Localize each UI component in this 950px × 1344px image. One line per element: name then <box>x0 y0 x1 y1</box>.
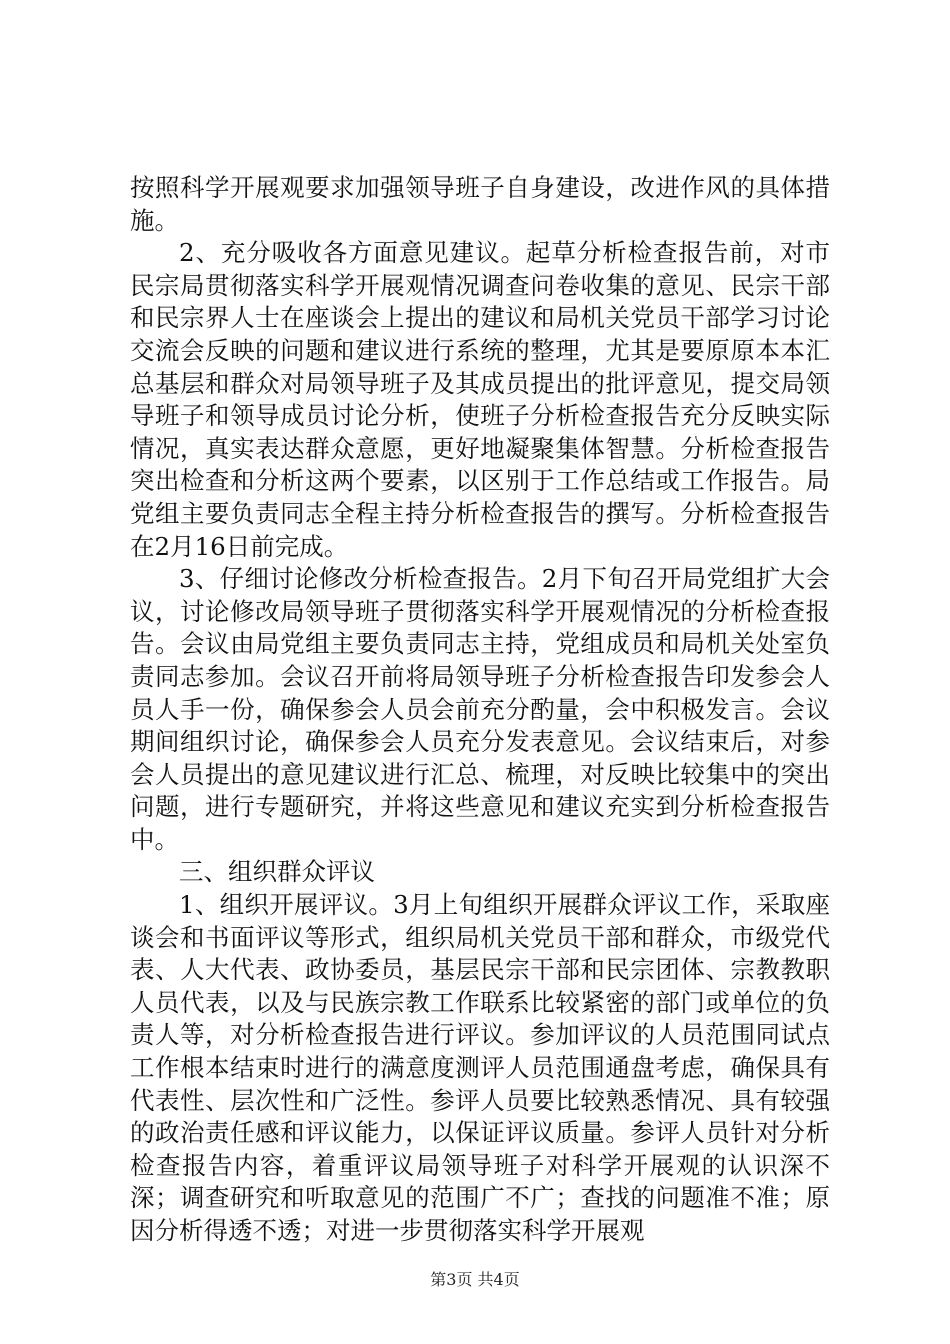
page-footer: 第3页 共4页 <box>430 1270 520 1289</box>
paragraph-absorb-opinions: 2、充分吸收各方面意见建议。起草分析检查报告前，对市民宗局贯彻落实科学开展观情况调查问卷收集的意见、民宗干部和民宗界人士在座谈会上提出的建议和局机关党员干部学习讨论交流会反映的问题和建议进行系统的整理，尤其是要原原本本汇总基层和群众对局领导班子及其成员提出的批评意见，提交局领导班子和领导成员讨论分析，使班子分析检查报告充分反映实际情况，真实表达群众意愿，更好地凝聚集体智慧。分析检查报告突出检查和分析这两个要素，以区别于工作总结或工作报告。局党组主要负责同志全程主持分析检查报告的撰写。分析检查报告在2月16日前完成。 <box>130 238 830 561</box>
paragraph-organize-review: 1、组织开展评议。3月上旬组织开展群众评议工作，采取座谈会和书面评议等形式，组织局机关党员干部和群众，市级党代表、人大代表、政协委员，基层民宗干部和民宗团体、宗教教职人员代表，以及与民族宗教工作联系比较紧密的部门或单位的负责人等，对分析检查报告进行评议。参加评议的人员范围同试点工作根本结束时进行的满意度测评人员范围通盘考虑，确保具有代表性、层次性和广泛性。参评人员要比较熟悉情况、具有较强的政治责任感和评议能力，以保证评议质量。参评人员针对分析检查报告内容，着重评议局领导班子对科学开展观的认识深不深；调查研究和听取意见的范围广不广；查找的问题准不准；原因分析得透不透；对进一步贯彻落实科学开展观 <box>130 890 830 1245</box>
document-body <box>130 172 830 1248</box>
paragraph-discuss-revise-report: 3、仔细讨论修改分析检查报告。2月下旬召开局党组扩大会议，讨论修改局领导班子贯彻落实科学开展观情况的分析检查报告。会议由局党组主要负责同志主持，党组成员和局机关处室负责同志参加。会议召开前将局领导班子分析检查报告印发参会人员人手一份，确保参会人员会前充分酌量，会中积极发言。会议期间组织讨论，确保参会人员充分发表意见。会议结束后，对参会人员提出的意见建议进行汇总、梳理，对反映比较集中的突出问题，进行专题研究，并将这些意见和建议充实到分析检查报告中。 <box>130 564 830 854</box>
paragraph-measures-continuation: 按照科学开展观要求加强领导班子自身建设，改进作风的具体措施。 <box>130 173 830 235</box>
section-heading-mass-review: 三、组织群众评议 <box>179 857 375 887</box>
